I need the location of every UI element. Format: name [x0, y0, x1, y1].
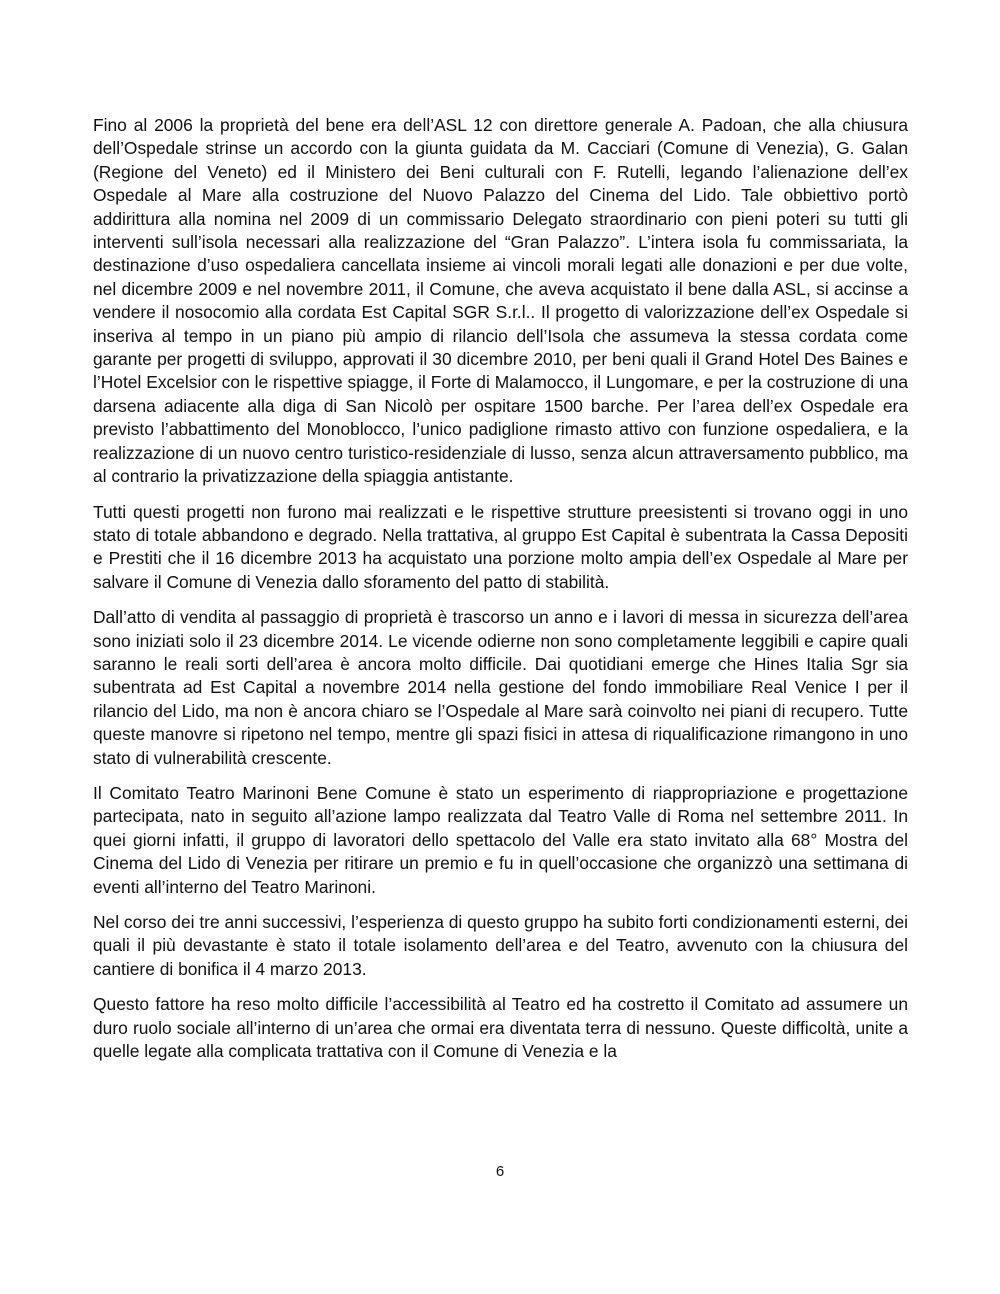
body-text	[93, 114, 908, 1075]
page-number: 6	[495, 1163, 505, 1180]
paragraph-4: Il Comitato Teatro Marinoni Bene Comune è stato un esperimento di riappropriazione e progettazione partecipata, nato in seguito all’azione lampo realizzata dal Teatro Valle di Roma nel settembre 2011. In quei giorni infatti, il gruppo di lavoratori dello spettacolo del Valle era stato invitato alla 68° Mostra del Cinema del Lido di Venezia per ritirare un premio e fu in quell’occasione che organizzò una settimana di eventi all’interno del Teatro Marinoni.	[93, 782, 908, 897]
paragraph-5: Nel corso dei tre anni successivi, l’esperienza di questo gruppo ha subito forti condizionamenti esterni, dei quali il più devastante è stato il totale isolamento dell’area e del Teatro, avvenuto con la chiusura del cantiere di bonifica il 4 marzo 2013.	[93, 912, 908, 979]
paragraph-2: Tutti questi progetti non furono mai realizzati e le rispettive strutture preesistenti si trovano oggi in uno stato di totale abbandono e degrado. Nella trattativa, al gruppo Est Capital è subentrata la Cassa Depositi e Prestiti che il 16 dicembre 2013 ha acquistato una porzione molto ampia dell’ex Ospedale al Mare per salvare il Comune di Venezia dallo sforamento del patto di stabilità.	[93, 501, 908, 592]
paragraph-3: Dall’atto di vendita al passaggio di proprietà è trascorso un anno e i lavori di messa in sicurezza dell’area sono iniziati solo il 23 dicembre 2014. Le vicende odierne non sono completamente leggibili e capire quali saranno le reali sorti dell’area è ancora molto difficile. Dai quotidiani emerge che Hines Italia Sgr sia subentrata ad Est Capital a novembre 2014 nella gestione del fondo immobiliare Real Venice I per il rilancio del Lido, ma non è ancora chiaro se l’Ospedale al Mare sarà coinvolto nei piani di recupero. Tutte queste manovre si ripetono nel tempo, mentre gli spazi fisici in attesa di riqualificazione rimangono in uno stato di vulnerabilità crescente.	[93, 607, 908, 768]
paragraph-1: Fino al 2006 la proprietà del bene era dell’ASL 12 con direttore generale A. Padoan, che alla chiusura dell’Ospedale strinse un accordo con la giunta guidata da M. Cacciari (Comune di Venezia), G. Galan (Regione del Veneto) ed il Ministero dei Beni culturali con F. Rutelli, legando l’alienazione dell’ex Ospedale al Mare alla costruzione del Nuovo Palazzo del Cinema del Lido. Tale obbiettivo portò addirittura alla nomina nel 2009 di un commissario Delegato straordinario con pieni poteri su tutti gli interventi sull’isola necessari alla realizzazione del “Gran Palazzo”. L’intera isola fu commissariata, la destinazione d’uso ospedaliera cancellata insieme ai vincoli morali legati alle donazioni e per due volte, nel dicembre 2009 e nel novembre 2011, il Comune, che aveva acquistato il bene dalla ASL, si accinse a vendere il nosocomio alla cordata Est Capital SGR S.r.l.. Il progetto di valorizzazione dell’ex Ospedale si inseriva al tempo in un piano più ampio di rilancio dell’Isola che assumeva la stessa cordata come garante per progetti di sviluppo, approvati il 30 dicembre 2010, per beni quali il Grand Hotel Des Baines e l’Hotel Excelsior con le rispettive spiagge, il Forte di Malamocco, il Lungomare, e per la costruzione di una darsena adiacente alla diga di San Nicolò per ospitare 1500 barche. Per l’area dell’ex Ospedale era previsto l’abbattimento del Monoblocco, l’unico padiglione rimasto attivo con funzione ospedaliera, e la realizzazione di un nuovo centro turistico-residenziale di lusso, senza alcun attraversamento pubblico, ma al contrario la privatizzazione della spiaggia antistante.	[93, 115, 908, 487]
paragraph-6: Questo fattore ha reso molto difficile l’accessibilità al Teatro ed ha costretto il Comitato ad assumere un duro ruolo sociale all’interno di un’area che ormai era diventata terra di nessuno. Queste difficoltà, unite a quelle legate alla complicata trattativa con il Comune di Venezia e la	[93, 994, 908, 1062]
